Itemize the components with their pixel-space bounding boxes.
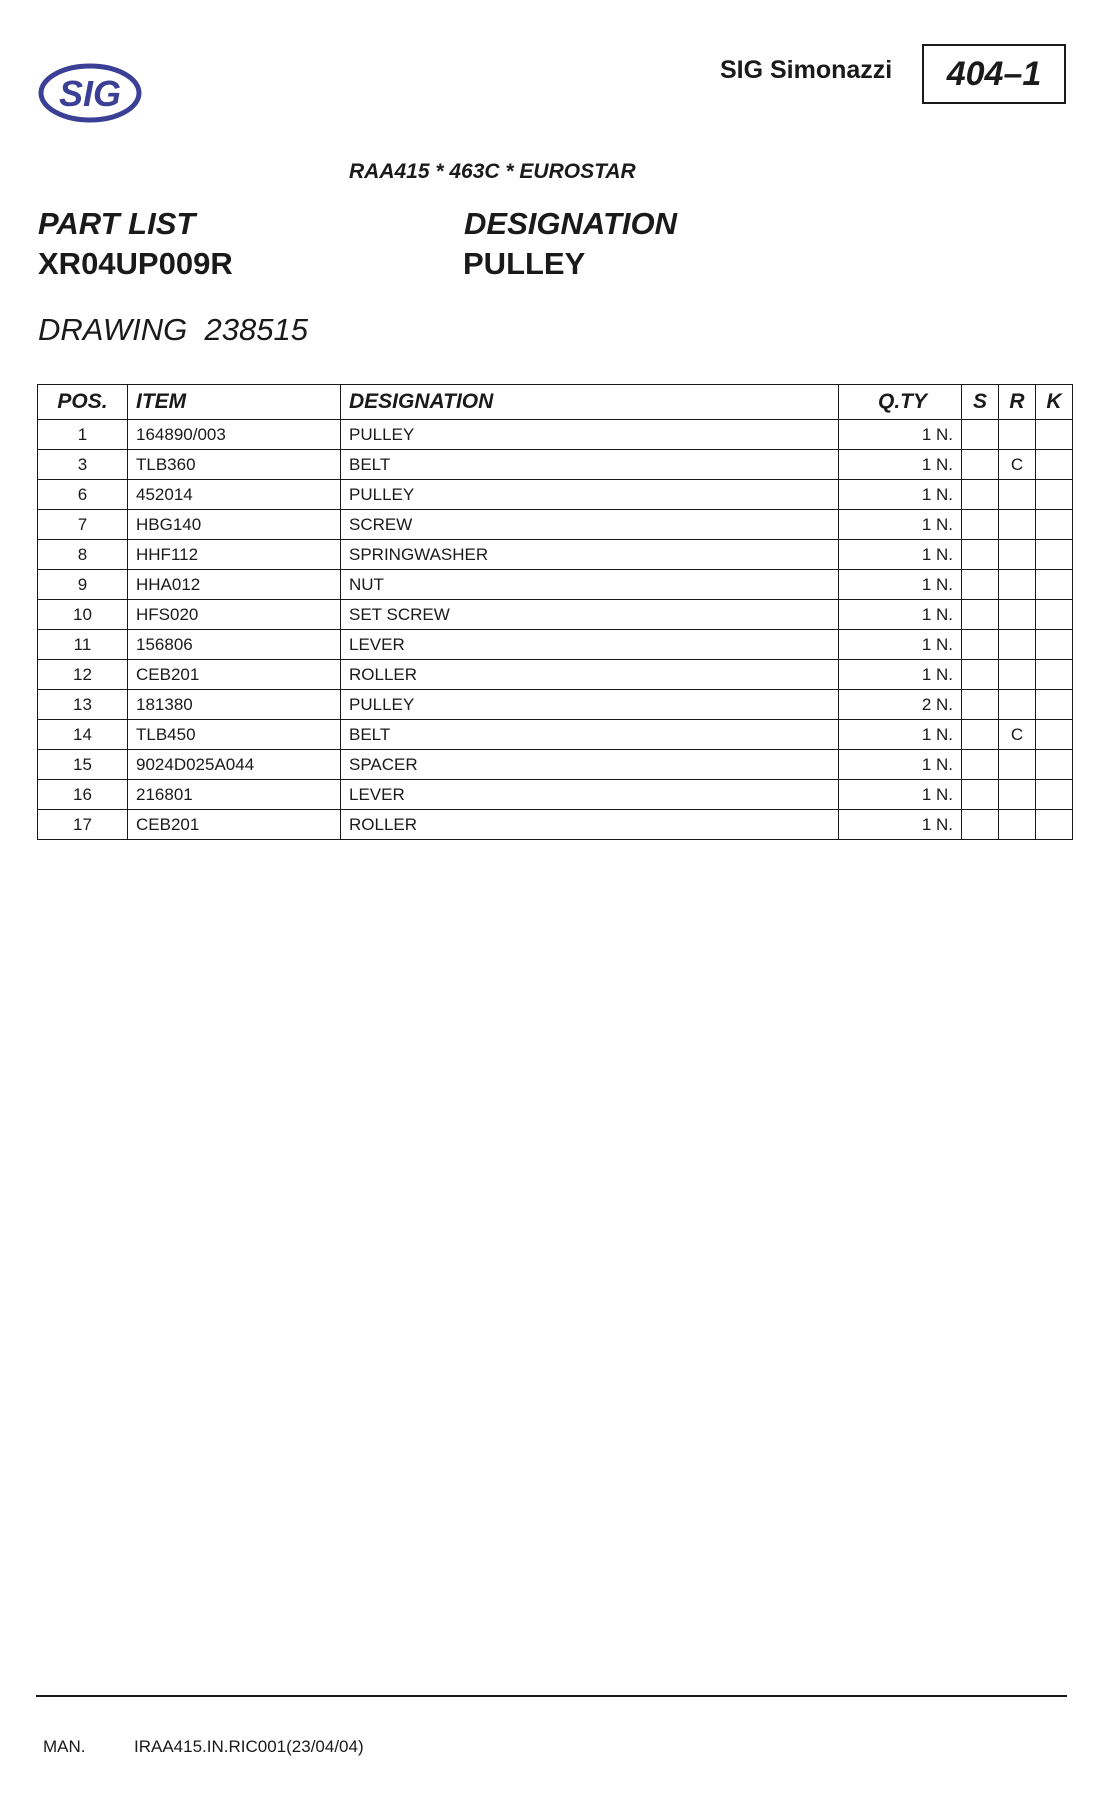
designation-label: DESIGNATION — [464, 206, 677, 241]
cell-r — [999, 750, 1036, 780]
footer-man-label: MAN. — [43, 1737, 86, 1756]
brand-name: SIG Simonazzi — [720, 56, 893, 84]
table-row — [38, 690, 1073, 720]
cell-k — [1036, 780, 1073, 810]
cell-k — [1036, 450, 1073, 480]
cell-s — [962, 780, 999, 810]
cell-r — [999, 480, 1036, 510]
footer-reference: IRAA415.IN.RIC001(23/04/04) — [134, 1737, 364, 1756]
cell-pos: 13 — [38, 690, 128, 720]
cell-qty: 1 N. — [839, 510, 962, 540]
cell-pos: 14 — [38, 720, 128, 750]
cell-item: HHA012 — [128, 570, 341, 600]
cell-item: 156806 — [128, 630, 341, 660]
cell-s — [962, 810, 999, 840]
part-list-code: XR04UP009R — [38, 246, 233, 281]
cell-designation: SPACER — [341, 750, 839, 780]
cell-r — [999, 600, 1036, 630]
column-header-pos: POS. — [38, 385, 128, 420]
cell-item: 452014 — [128, 480, 341, 510]
column-header-r: R — [999, 385, 1036, 420]
table-row — [38, 450, 1073, 480]
table-row — [38, 420, 1073, 450]
cell-k — [1036, 570, 1073, 600]
cell-item: HHF112 — [128, 540, 341, 570]
cell-s — [962, 750, 999, 780]
logo-text: SIG — [58, 73, 122, 114]
cell-pos: 3 — [38, 450, 128, 480]
cell-qty: 1 N. — [839, 600, 962, 630]
cell-pos: 7 — [38, 510, 128, 540]
sig-logo — [38, 62, 142, 124]
cell-qty: 1 N. — [839, 570, 962, 600]
cell-item: 164890/003 — [128, 420, 341, 450]
cell-r — [999, 540, 1036, 570]
column-header-designation: DESIGNATION — [341, 385, 839, 420]
cell-r: C — [999, 720, 1036, 750]
table-row — [38, 660, 1073, 690]
cell-k — [1036, 750, 1073, 780]
cell-r — [999, 630, 1036, 660]
cell-qty: 1 N. — [839, 750, 962, 780]
cell-item: TLB450 — [128, 720, 341, 750]
table-row — [38, 480, 1073, 510]
cell-r — [999, 810, 1036, 840]
cell-item: CEB201 — [128, 810, 341, 840]
cell-pos: 8 — [38, 540, 128, 570]
cell-s — [962, 720, 999, 750]
cell-qty: 1 N. — [839, 480, 962, 510]
cell-qty: 2 N. — [839, 690, 962, 720]
cell-s — [962, 660, 999, 690]
drawing-reference — [38, 312, 308, 348]
column-header-s: S — [962, 385, 999, 420]
cell-s — [962, 450, 999, 480]
cell-r — [999, 420, 1036, 450]
cell-designation: SCREW — [341, 510, 839, 540]
cell-s — [962, 690, 999, 720]
cell-designation: PULLEY — [341, 420, 839, 450]
cell-item: TLB360 — [128, 450, 341, 480]
column-header-item: ITEM — [128, 385, 341, 420]
cell-designation: PULLEY — [341, 480, 839, 510]
cell-s — [962, 600, 999, 630]
cell-s — [962, 480, 999, 510]
cell-k — [1036, 600, 1073, 630]
table-row — [38, 630, 1073, 660]
table-row — [38, 510, 1073, 540]
cell-k — [1036, 720, 1073, 750]
cell-designation: SPRINGWASHER — [341, 540, 839, 570]
drawing-label: DRAWING — [38, 312, 188, 347]
parts-table — [37, 384, 1073, 840]
table-row — [38, 780, 1073, 810]
cell-k — [1036, 690, 1073, 720]
cell-pos: 15 — [38, 750, 128, 780]
cell-k — [1036, 510, 1073, 540]
cell-item: CEB201 — [128, 660, 341, 690]
cell-qty: 1 N. — [839, 780, 962, 810]
cell-pos: 16 — [38, 780, 128, 810]
cell-designation: LEVER — [341, 630, 839, 660]
drawing-number: 238515 — [204, 312, 308, 347]
cell-r — [999, 660, 1036, 690]
cell-designation: LEVER — [341, 780, 839, 810]
cell-item: 181380 — [128, 690, 341, 720]
footer-divider — [36, 1695, 1067, 1697]
designation-value: PULLEY — [463, 246, 586, 281]
cell-qty: 1 N. — [839, 720, 962, 750]
parts-table-body — [38, 420, 1073, 840]
cell-qty: 1 N. — [839, 540, 962, 570]
table-header-row — [38, 385, 1073, 420]
cell-item: HFS020 — [128, 600, 341, 630]
cell-item: HBG140 — [128, 510, 341, 540]
cell-r: C — [999, 450, 1036, 480]
cell-k — [1036, 540, 1073, 570]
part-list-label: PART LIST — [38, 206, 196, 241]
table-row — [38, 600, 1073, 630]
cell-s — [962, 540, 999, 570]
cell-pos: 9 — [38, 570, 128, 600]
cell-designation: SET SCREW — [341, 600, 839, 630]
column-header-k: K — [1036, 385, 1073, 420]
table-row — [38, 750, 1073, 780]
cell-k — [1036, 420, 1073, 450]
cell-s — [962, 570, 999, 600]
cell-designation: NUT — [341, 570, 839, 600]
cell-designation: BELT — [341, 720, 839, 750]
cell-s — [962, 420, 999, 450]
cell-k — [1036, 660, 1073, 690]
cell-k — [1036, 630, 1073, 660]
cell-designation: ROLLER — [341, 660, 839, 690]
cell-pos: 17 — [38, 810, 128, 840]
cell-designation: ROLLER — [341, 810, 839, 840]
cell-qty: 1 N. — [839, 810, 962, 840]
cell-qty: 1 N. — [839, 420, 962, 450]
cell-r — [999, 510, 1036, 540]
cell-s — [962, 630, 999, 660]
table-row — [38, 810, 1073, 840]
cell-pos: 1 — [38, 420, 128, 450]
page-number: 404–1 — [922, 44, 1066, 104]
cell-qty: 1 N. — [839, 660, 962, 690]
table-row — [38, 540, 1073, 570]
table-row — [38, 570, 1073, 600]
cell-pos: 10 — [38, 600, 128, 630]
cell-r — [999, 570, 1036, 600]
table-row — [38, 720, 1073, 750]
cell-pos: 6 — [38, 480, 128, 510]
cell-s — [962, 510, 999, 540]
cell-pos: 12 — [38, 660, 128, 690]
cell-r — [999, 690, 1036, 720]
cell-r — [999, 780, 1036, 810]
column-header-qty: Q.TY — [839, 385, 962, 420]
cell-pos: 11 — [38, 630, 128, 660]
cell-qty: 1 N. — [839, 450, 962, 480]
cell-qty: 1 N. — [839, 630, 962, 660]
cell-item: 216801 — [128, 780, 341, 810]
cell-k — [1036, 810, 1073, 840]
model-line: RAA415 * 463C * EUROSTAR — [349, 160, 636, 183]
cell-k — [1036, 480, 1073, 510]
cell-item: 9024D025A044 — [128, 750, 341, 780]
cell-designation: PULLEY — [341, 690, 839, 720]
cell-designation: BELT — [341, 450, 839, 480]
